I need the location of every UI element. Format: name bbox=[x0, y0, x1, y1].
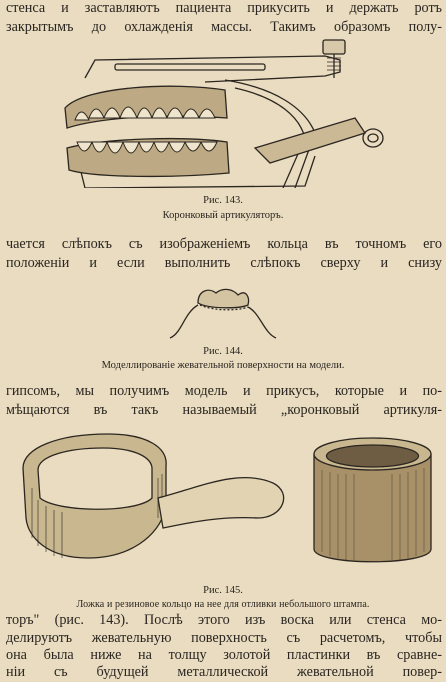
figure-caption: Моделлированіе жевательной поверхности на модели. bbox=[101, 360, 345, 371]
paragraph-line: положеніи и если выполнить слѣпокъ сверху и снизу bbox=[6, 255, 442, 271]
crown-model-illustration bbox=[168, 283, 278, 343]
rubber-ring-illustration bbox=[310, 434, 435, 574]
articulator-illustration bbox=[55, 38, 395, 188]
impression-tray-illustration bbox=[18, 428, 308, 578]
paragraph-line: закрытымъ до охлажденія массы. Такимъ образомъ полу- bbox=[6, 19, 442, 35]
figure-caption: Коронковый артикуляторъ. bbox=[162, 210, 284, 221]
figure-number: Рис. 145. bbox=[203, 585, 243, 596]
figure-number: Рис. 144. bbox=[203, 346, 243, 357]
paragraph-line: гипсомъ, мы получимъ модель и прикусъ, которые и по- bbox=[6, 383, 442, 399]
paragraph-line: чается слѣпокъ съ изображеніемъ кольца въ точномъ его bbox=[6, 236, 442, 252]
paragraph-line: торъ" (рис. 143). Послѣ этого изъ воска или стенса мо- bbox=[6, 612, 442, 628]
paragraph-line: она была ниже на толщу золотой пластинки въ сравне- bbox=[6, 647, 442, 663]
figure-number: Рис. 143. bbox=[203, 195, 243, 206]
paragraph-line: мѣщаются въ такъ называемый „коронковый артикуля- bbox=[6, 402, 442, 418]
figure-caption: Ложка и резиновое кольцо на нее для отливки небольшого штампа. bbox=[76, 599, 370, 610]
paragraph-line: делируютъ жевательную поверхность съ расчетомъ, чтобы bbox=[6, 630, 442, 646]
paragraph-line: ніи съ будущей металлической жевательной повер- bbox=[6, 664, 442, 680]
paragraph-line: стенса и заставляютъ пациента прикусить и держать ротъ bbox=[6, 0, 442, 16]
